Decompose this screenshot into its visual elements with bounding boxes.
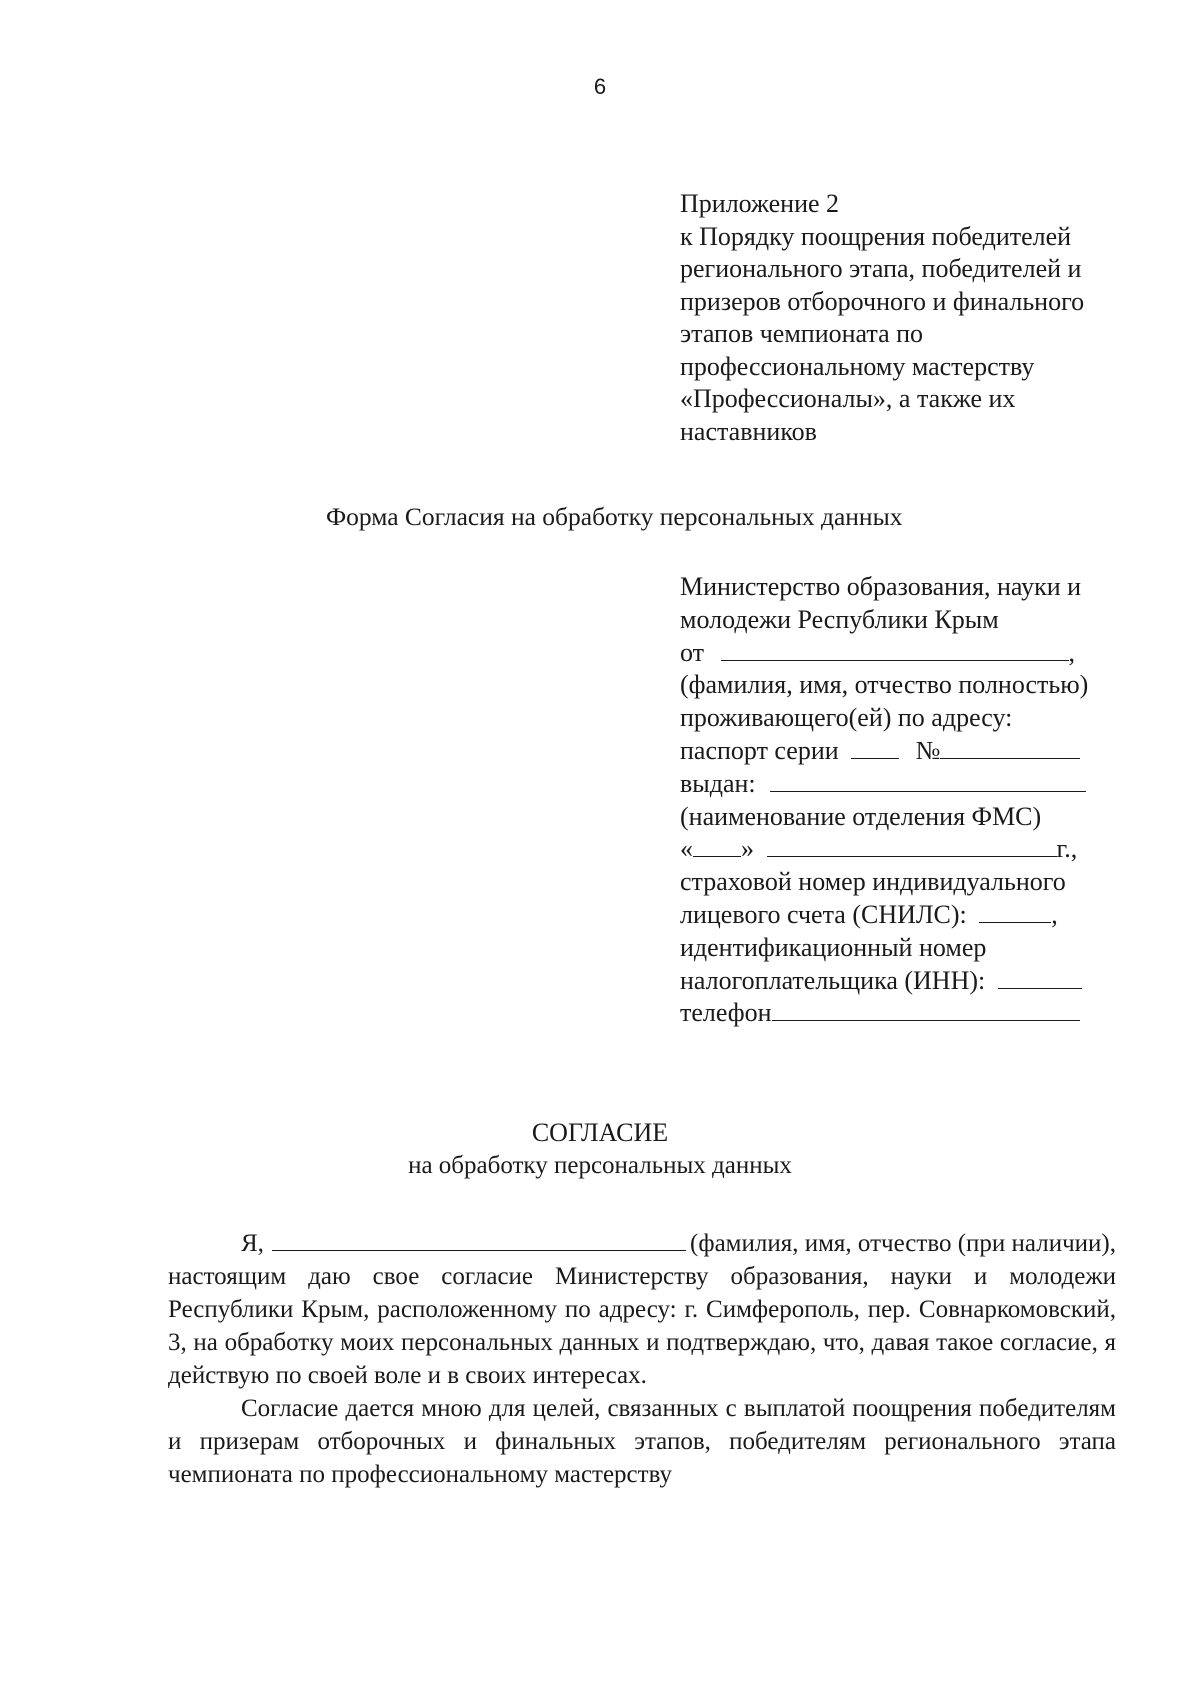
consent-paragraph-1: настоящим даю свое согласие Министерству образования, науки и молодежи Республики Крым, расположенному по адресу: г. Симферополь, пер. Совнаркомовский, 3, на обработку моих персональных данных и подтверждаю, что, давая такое согласие, я действую по своей воле и в своих интересах. [168, 1263, 1116, 1389]
appendix-line: регионального этапа, победителей и [680, 254, 1082, 283]
snils-line1: страховой номер индивидуального [680, 867, 1066, 897]
passport-line [680, 735, 1130, 768]
ministry-name-line2: молодежи Республики Крым [680, 604, 999, 634]
quote-close: » [741, 834, 754, 864]
issued-by-blank[interactable] [770, 771, 1086, 792]
passport-series-label: паспорт серии [680, 735, 839, 765]
recipient-block [680, 571, 1130, 1030]
snils-label: лицевого счета (СНИЛС): [680, 899, 967, 929]
appendix-line: призеров отборочного и финального [680, 286, 1085, 316]
appendix-line: Приложение 2 [680, 189, 840, 218]
from-line [680, 637, 1130, 670]
snils-suffix: , [1051, 899, 1058, 929]
consent-fio-blank[interactable] [272, 1230, 686, 1251]
issue-date-line [680, 833, 1130, 866]
phone-label: телефон [680, 998, 772, 1028]
consent-prefix: Я, [241, 1230, 264, 1257]
consent-paragraph-2: Согласие дается мною для целей, связанных с выплатой поощрения победителям и призерам отборочных и финальных этапов, победителям регионального этапа чемпионата по профессиональному мастерству [168, 1395, 1116, 1488]
quote-open: « [680, 834, 693, 864]
form-title: Форма Согласия на обработку персональных данных [326, 502, 903, 531]
inn-line1: идентификационный номер [680, 932, 987, 962]
inn-line [680, 965, 1130, 998]
from-suffix: , [1068, 637, 1076, 667]
appendix-line: этапов чемпионата по [680, 319, 924, 348]
appendix-line: наставников [680, 416, 817, 446]
passport-number-blank[interactable] [940, 738, 1080, 759]
appendix-header [680, 188, 1140, 448]
snils-blank[interactable] [979, 902, 1051, 923]
number-sign: № [915, 735, 941, 765]
appendix-line: «Профессионалы», а также их [680, 384, 1016, 413]
from-label: от [680, 637, 705, 667]
fio-blank-field[interactable] [721, 640, 1069, 661]
page-number: 6 [593, 74, 607, 99]
passport-series-blank[interactable] [851, 738, 899, 759]
inn-blank[interactable] [998, 968, 1082, 989]
phone-blank[interactable] [772, 1000, 1080, 1021]
phone-line [680, 997, 1130, 1030]
address-label: проживающего(ей) по адресу: [680, 703, 1013, 733]
consent-first-line [168, 1227, 1116, 1260]
snils-line [680, 899, 1130, 932]
fms-hint: (наименование отделения ФМС) [680, 801, 1042, 831]
appendix-line: к Порядку поощрения победителей [680, 221, 1072, 251]
issued-line [680, 768, 1130, 801]
consent-subtitle: на обработку персональных данных [408, 1152, 792, 1179]
issued-label: выдан: [680, 768, 756, 798]
inn-label: налогоплательщика (ИНН): [680, 965, 986, 995]
consent-fio-hint: (фамилия, имя, отчество (при наличии), [690, 1230, 1116, 1257]
issue-day-blank[interactable] [693, 836, 741, 857]
fio-hint: (фамилия, имя, отчество полностью) [680, 670, 1089, 700]
year-suffix: г., [1056, 834, 1078, 864]
ministry-name-line1: Министерство образования, науки и [680, 572, 1082, 601]
consent-title: СОГЛАСИЕ [531, 1118, 669, 1147]
appendix-line: профессиональному мастерству [680, 351, 1035, 381]
consent-body [168, 1227, 1116, 1491]
issue-month-year-blank[interactable] [767, 836, 1057, 857]
